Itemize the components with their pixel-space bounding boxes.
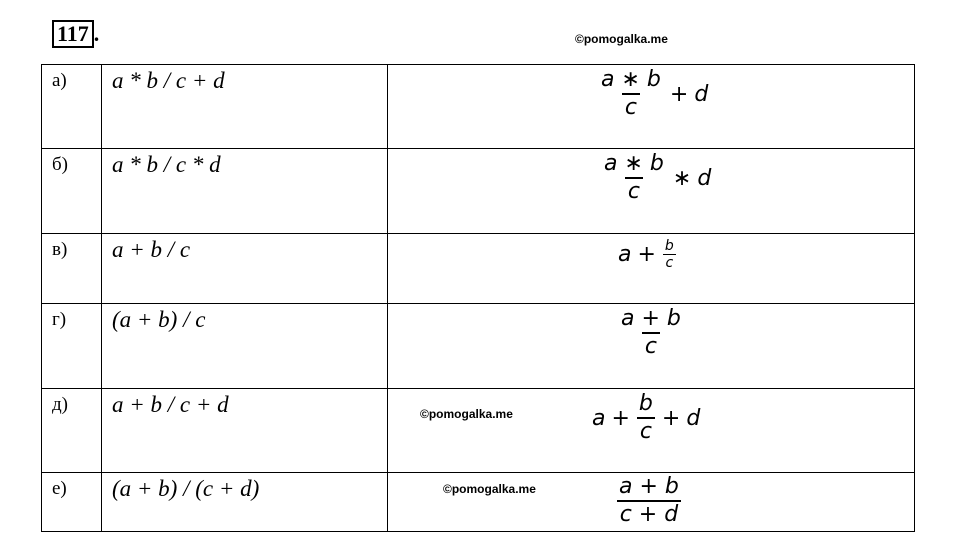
linear-expression: (a + b) / c — [102, 304, 388, 389]
watermark-mid: ©pomogalka.me — [420, 407, 513, 421]
watermark-top: ©pomogalka.me — [575, 32, 668, 46]
math-formula-cell — [388, 149, 915, 234]
table-row — [42, 473, 915, 532]
math-formula: $\frac{a + b}{c}$ — [621, 306, 681, 359]
watermark-bottom: ©pomogalka.me — [443, 482, 536, 496]
math-formula: a + $\frac{b}{c}$ + d — [592, 391, 701, 444]
linear-expression: a + b / c + d — [102, 389, 388, 473]
table-row — [42, 234, 915, 304]
table-row — [42, 389, 915, 473]
math-formula: a + $\frac{b}{c}$ — [618, 238, 677, 271]
linear-expression: (a + b) / (c + d) — [102, 473, 388, 532]
linear-expression: a * b / c * d — [102, 149, 388, 234]
table-row — [42, 304, 915, 389]
row-label: в) — [42, 234, 102, 304]
math-formula-cell — [388, 234, 915, 304]
problem-number: 117 . — [52, 20, 99, 48]
expressions-table — [41, 64, 915, 532]
math-formula: $\frac{a ∗ b}{c}$ ∗ d — [604, 151, 712, 204]
math-formula-cell — [388, 473, 915, 532]
math-formula: $\frac{a ∗ b}{c}$ + d — [601, 67, 709, 120]
table-row — [42, 65, 915, 149]
math-formula-cell — [388, 65, 915, 149]
math-formula: $\frac{a + b}{c + d}$ — [616, 474, 682, 528]
math-formula-cell — [388, 304, 915, 389]
row-label: д) — [42, 389, 102, 473]
linear-expression: a * b / c + d — [102, 65, 388, 149]
math-formula-cell — [388, 389, 915, 473]
row-label: е) — [42, 473, 102, 532]
linear-expression: a + b / c — [102, 234, 388, 304]
row-label: а) — [42, 65, 102, 149]
table-row — [42, 149, 915, 234]
row-label: б) — [42, 149, 102, 234]
row-label: г) — [42, 304, 102, 389]
